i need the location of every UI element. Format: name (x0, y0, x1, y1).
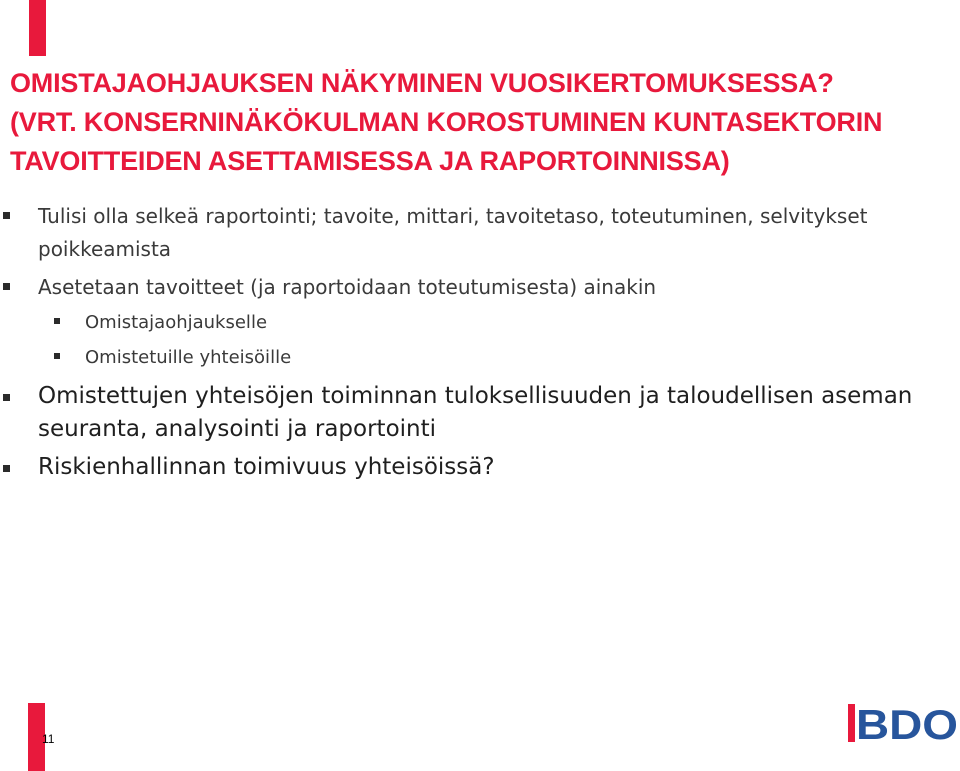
bullet-item (0, 200, 930, 266)
square-bullet-icon (54, 318, 60, 324)
bullet-text: Riskienhallinnan toimivuus yhteisöissä? (38, 454, 495, 480)
square-bullet-icon (3, 212, 10, 219)
bullet-list (0, 200, 930, 484)
title-line-1: OMISTAJAOHJAUKSEN NÄKYMINEN VUOSIKERTOMUKSESSA? (10, 68, 834, 98)
square-bullet-icon (54, 353, 60, 359)
bullet-item (0, 380, 930, 446)
bullet-item (0, 271, 930, 304)
bullet-item (0, 451, 930, 484)
square-bullet-icon (3, 465, 10, 472)
bullet-text: Asetetaan tavoitteet (ja raportoidaan toteutumisesta) ainakin (38, 275, 657, 299)
sub-bullet-item (0, 341, 930, 374)
square-bullet-icon (3, 283, 10, 290)
bullet-text: Tulisi olla selkeä raportointi; tavoite, mittari, tavoitetaso, toteutuminen, selvitykset poikkeamista (38, 204, 868, 261)
square-bullet-icon (3, 394, 10, 401)
title-line-3: TAVOITTEIDEN ASETTAMISESSA JA RAPORTOINNISSA) (10, 146, 730, 176)
page-number: 11 (42, 732, 55, 746)
sub-bullet-text: Omistajaohjaukselle (85, 312, 268, 333)
title-line-2: (VRT. KONSERNINÄKÖKULMAN KOROSTUMINEN KUNTASEKTORIN (10, 107, 883, 137)
slide-title (10, 64, 945, 181)
bullet-text: Omistettujen yhteisöjen toiminnan tuloksellisuuden ja taloudellisen aseman seuranta, analysointi ja raportointi (38, 383, 913, 442)
sub-bullet-text: Omistetuille yhteisöille (85, 347, 292, 368)
sub-bullet-item (0, 306, 930, 339)
logo-accent-bar (848, 704, 855, 742)
top-accent-bar (29, 0, 46, 56)
bdo-logo (848, 700, 960, 746)
logo-text: BDO (856, 701, 958, 746)
